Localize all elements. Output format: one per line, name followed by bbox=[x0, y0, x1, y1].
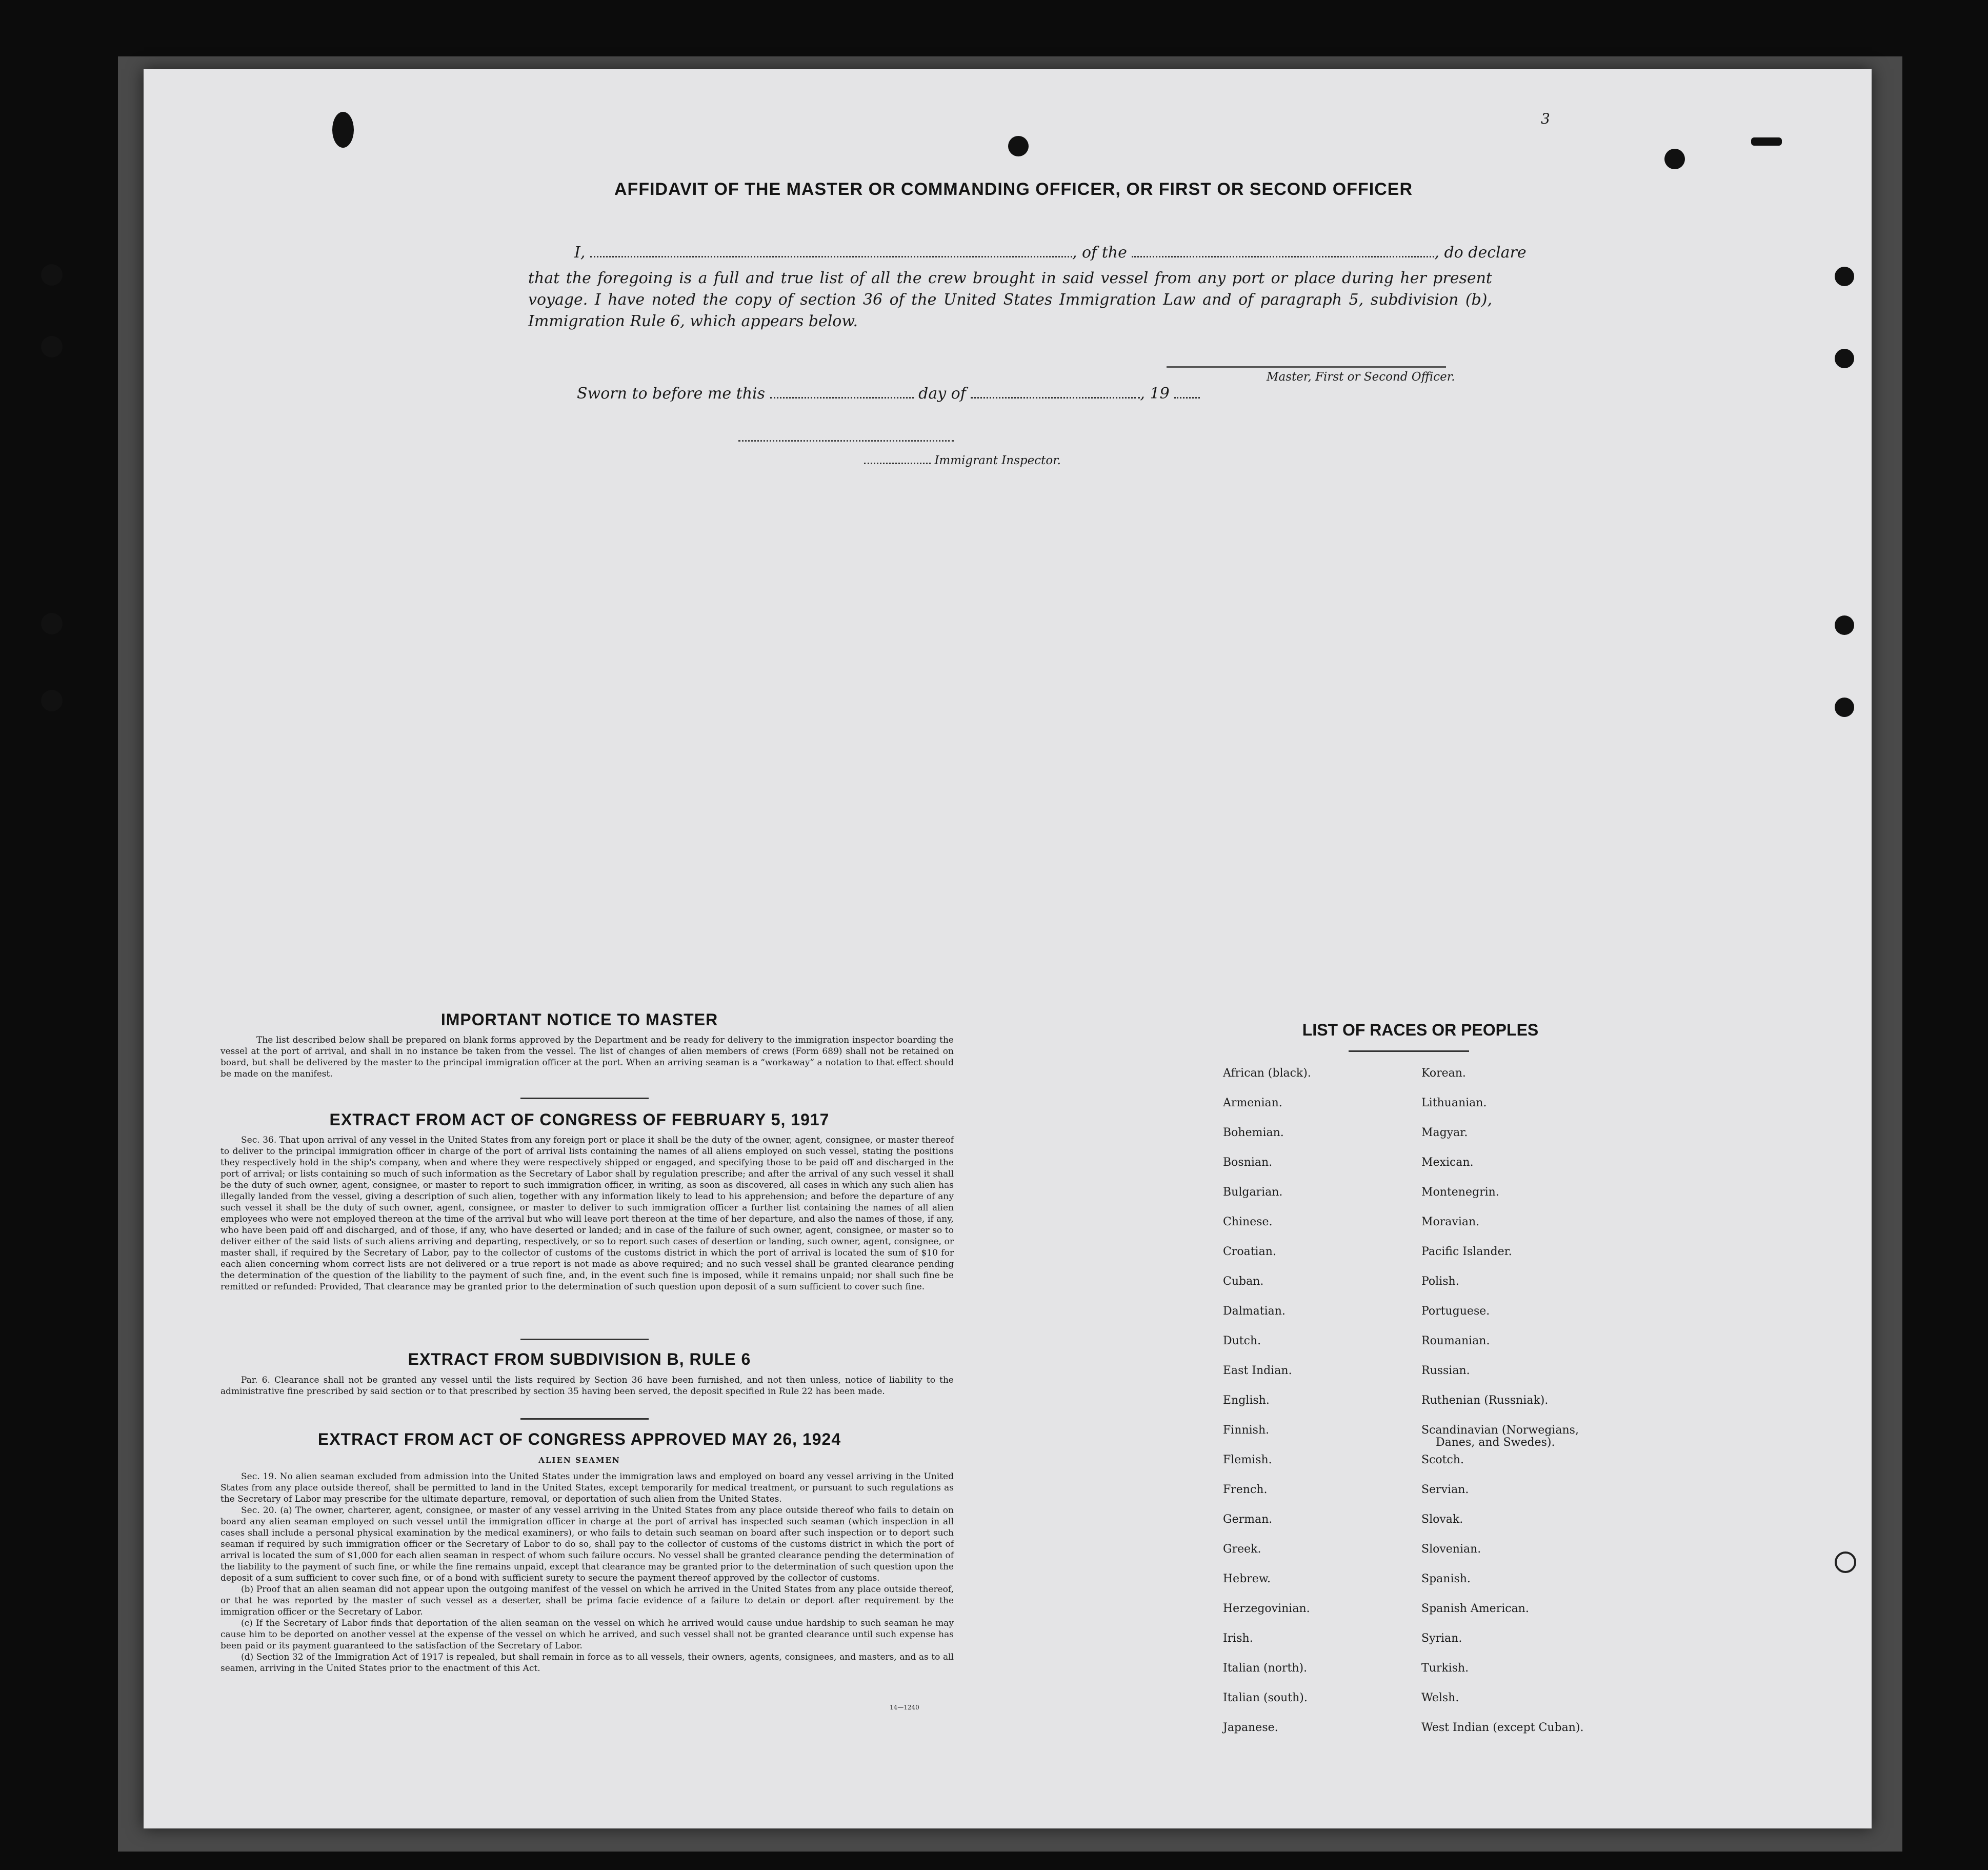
race-item: Portuguese. bbox=[1421, 1305, 1490, 1318]
race-item: Welsh. bbox=[1421, 1692, 1459, 1704]
inspector-dotted bbox=[864, 455, 931, 464]
master-signature-line[interactable] bbox=[1167, 366, 1446, 368]
vessel-name-field[interactable] bbox=[1132, 245, 1434, 257]
ink-mark bbox=[332, 112, 354, 148]
punch-hole bbox=[1835, 1551, 1856, 1573]
race-item: Bosnian. bbox=[1223, 1156, 1273, 1169]
of-the-label: , of the bbox=[1072, 244, 1127, 262]
race-item: Ruthenian (Russniak). bbox=[1421, 1394, 1549, 1407]
race-item: German. bbox=[1223, 1513, 1273, 1526]
divider-rule bbox=[520, 1339, 649, 1340]
race-item: Herzegovinian. bbox=[1223, 1602, 1310, 1615]
affidavit-paragraph: that the foregoing is a full and true list of all the crew brought in said vessel from any port or place during her present voyage. I have noted the copy of section 36 of the United States Immigration Law and of paragraph 5, subdivision (b), Immigration Rule 6, which appears below. bbox=[528, 269, 1492, 330]
punch-hole bbox=[41, 336, 63, 357]
races-title: LIST OF RACES OR PEOPLES bbox=[1302, 1021, 1539, 1039]
race-item: Polish. bbox=[1421, 1275, 1459, 1288]
inspector-label: Immigrant Inspector. bbox=[934, 454, 1061, 467]
race-item: Hebrew. bbox=[1223, 1573, 1271, 1585]
race-item: Greek. bbox=[1223, 1543, 1261, 1556]
declarant-name-field[interactable] bbox=[590, 245, 1072, 257]
punch-hole bbox=[1835, 349, 1854, 368]
race-item: Dalmatian. bbox=[1223, 1305, 1286, 1318]
race-item: Lithuanian. bbox=[1421, 1097, 1487, 1109]
race-item: Armenian. bbox=[1223, 1097, 1282, 1109]
race-item: Slovak. bbox=[1421, 1513, 1463, 1526]
race-item: Bohemian. bbox=[1223, 1126, 1284, 1139]
declaration-line bbox=[574, 244, 1527, 262]
race-item: Dutch. bbox=[1223, 1335, 1261, 1347]
race-item: Moravian. bbox=[1421, 1216, 1480, 1228]
race-item: Servian. bbox=[1421, 1483, 1469, 1496]
race-item: Spanish American. bbox=[1421, 1602, 1529, 1615]
race-item: Montenegrin. bbox=[1421, 1186, 1499, 1199]
race-item: Italian (north). bbox=[1223, 1662, 1308, 1675]
race-item: Turkish. bbox=[1421, 1662, 1469, 1675]
race-item: Scotch. bbox=[1421, 1454, 1464, 1466]
alien-seamen-subtitle: ALIEN SEAMEN bbox=[538, 1456, 620, 1465]
sworn-month-field[interactable] bbox=[971, 386, 1140, 399]
divider-rule bbox=[520, 1418, 649, 1420]
extract-1917-title: EXTRACT FROM ACT OF CONGRESS OF FEBRUARY 5, 1917 bbox=[329, 1110, 830, 1129]
sworn-line bbox=[577, 385, 1200, 403]
race-item: Bulgarian. bbox=[1223, 1186, 1283, 1199]
race-item: Mexican. bbox=[1421, 1156, 1474, 1169]
corner-number: 3 bbox=[1541, 110, 1550, 127]
race-item: English. bbox=[1223, 1394, 1270, 1407]
ink-mark bbox=[1751, 137, 1782, 146]
race-item: Cuban. bbox=[1223, 1275, 1264, 1288]
inspector-label-row bbox=[864, 454, 1061, 467]
race-item: Irish. bbox=[1223, 1632, 1253, 1645]
punch-hole bbox=[1835, 615, 1854, 635]
race-item: Russian. bbox=[1421, 1364, 1470, 1377]
race-item: East Indian. bbox=[1223, 1364, 1292, 1377]
punch-hole bbox=[1664, 149, 1685, 169]
race-item: French. bbox=[1223, 1483, 1268, 1496]
race-item: Roumanian. bbox=[1421, 1335, 1490, 1347]
punch-hole bbox=[1835, 698, 1854, 717]
subdivision-title: EXTRACT FROM SUBDIVISION B, RULE 6 bbox=[408, 1350, 751, 1368]
sec-20b: (b) Proof that an alien seaman did not appear upon the outgoing manifest of the vessel on which he arrived in the United States from any place outside thereof, or that he was reported by the master of such vessel as a deserter, shall be prima facie evidence of a failure to detain or deport after requirement by the immigration officer or the Secretary of Labor. bbox=[220, 1584, 954, 1617]
declarant-prefix: I, bbox=[574, 244, 586, 262]
divider-rule bbox=[520, 1098, 649, 1099]
sec-19: Sec. 19. No alien seaman excluded from admission into the United States under the immigration laws and employed on board any vessel arriving in the United States from any place outside thereof, shall be permitted to land in the United States, except temporarily for medical treatment, or pursuant to such regulations as the Secretary of Labor may prescribe for the ultimate departure, removal, or deportation of such alien from the United States. bbox=[220, 1471, 954, 1504]
sec-20d: (d) Section 32 of the Immigration Act of 1917 is repealed, but shall remain in force as to all vessels, their owners, agents, consignees, and masters, and as to all seamen, arriving in the United States prior to the enactment of this Act. bbox=[220, 1652, 954, 1674]
sworn-day-label: day of bbox=[918, 385, 966, 403]
race-item: Slovenian. bbox=[1421, 1543, 1481, 1556]
race-item: West Indian (except Cuban). bbox=[1421, 1721, 1584, 1734]
subdivision-body: Par. 6. Clearance shall not be granted any vessel until the lists required by Section 36 have been furnished, and not then unless, notice of liability to the administrative fine prescribed by said section or to that prescribed by section 35 having been served, the deposit specified in Rule 22 has been made. bbox=[220, 1375, 954, 1397]
punch-hole bbox=[41, 264, 63, 286]
race-item: Korean. bbox=[1421, 1067, 1466, 1080]
punch-hole bbox=[1835, 267, 1854, 286]
punch-hole bbox=[41, 613, 63, 634]
race-item: Syrian. bbox=[1421, 1632, 1462, 1645]
race-item: Pacific Islander. bbox=[1421, 1245, 1512, 1258]
race-item: Danes, and Swedes). bbox=[1436, 1436, 1555, 1449]
race-item: Croatian. bbox=[1223, 1245, 1276, 1258]
form-number: 14—1240 bbox=[890, 1704, 919, 1711]
divider-rule bbox=[1349, 1050, 1469, 1052]
sworn-year-field[interactable] bbox=[1174, 386, 1200, 399]
sec-20a: Sec. 20. (a) The owner, charterer, agent, consignee, or master of any vessel arriving in the United States from any place outside thereof who fails to detain on board any alien seaman employed on such vessel until the immigration officer in charge at the port of arrival has inspected such seaman (which inspection in all cases shall include a personal physical examination by the medical examiners), or who fails to detain such seaman on board after such inspection or to deport such seaman if required by such immigration officer or the Secretary of Labor to do so, shall pay to the collector of customs of the customs district in which the port of arrival is located the sum of $1,000 for each alien seaman in respect of whom such failure occurs. No vessel shall be granted clearance pending the determination of the liability to the payment of such fine, or while the fine remains unpaid, except that clearance may be granted prior to the determination of such question upon the deposit of a sum sufficient to cover such fine, or of a bond with sufficient surety to secure the payment thereof approved by the collector of customs. bbox=[220, 1505, 954, 1583]
inspector-signature-line[interactable] bbox=[738, 440, 954, 442]
notice-body: The list described below shall be prepared on blank forms approved by the Department and be ready for delivery to the immigration inspector boarding the vessel at the port of arrival, and shall in no instance be taken from the vessel. The list of changes of alien members of crews (Form 689) shall not be retained on board, but shall be delivered by the master to the principal immigration officer at the port. When an arriving seaman is a “workaway” a notation to that effect should be made on the manifest. bbox=[220, 1035, 954, 1079]
race-item: African (black). bbox=[1223, 1067, 1311, 1080]
extract-1924-body bbox=[220, 1471, 954, 1674]
sworn-year-label: , 19 bbox=[1140, 385, 1170, 403]
master-signature-label: Master, First or Second Officer. bbox=[1267, 370, 1455, 384]
race-item: Italian (south). bbox=[1223, 1692, 1308, 1704]
race-item: Finnish. bbox=[1223, 1424, 1270, 1437]
race-item: Magyar. bbox=[1421, 1126, 1468, 1139]
race-item: Flemish. bbox=[1223, 1454, 1272, 1466]
race-item: Scandinavian (Norwegians, bbox=[1421, 1424, 1579, 1437]
punch-hole bbox=[1008, 136, 1029, 156]
sworn-prefix: Sworn to before me this bbox=[577, 385, 766, 403]
race-item: Japanese. bbox=[1223, 1721, 1278, 1734]
do-declare-label: , do declare bbox=[1434, 244, 1527, 262]
sworn-day-field[interactable] bbox=[770, 386, 914, 399]
notice-title: IMPORTANT NOTICE TO MASTER bbox=[440, 1010, 718, 1029]
extract-1917-body: Sec. 36. That upon arrival of any vessel in the United States from any foreign port or place it shall be the duty of the owner, agent, consignee, or master thereof to deliver to the principal immigration officer in charge of the port of arrival lists containing the names of all aliens employed on such vessel, stating the positions they respectively hold in the ship's company, when and where they were respectively shipped or engaged, and specifying those to be paid off and discharged in the port of arrival; or lists containing so much of such information as the Secretary of Labor shall by regulation prescribe; and after the arrival of any such vessel it shall be the duty of such owner, agent, consignee, or master to report to such immigration officer, in writing, as soon as discovered, all cases in which any such alien has illegally landed from the vessel, giving a description of such alien, together with any information likely to lead to his apprehension; and before the departure of any such vessel it shall be the duty of such owner, agent, consignee, or master to deliver to such immigration officer a further list containing the names of all alien employees who were not employed thereon at the time of the arrival but who will leave port thereon at the time of her departure, and also the names of those, if any, who have been paid off and discharged, and of those, if any, who have deserted or landed; and in case of the failure of such owner, agent, consignee, or master so to deliver either of the said lists of such aliens arriving and departing, respectively, or so to report such cases of desertion or landing, such owner, agent, consignee, or master shall, if required by the Secretary of Labor, pay to the collector of customs of the customs district in which the port of arrival is located the sum of $10 for each alien concerning whom correct lists are not delivered or a true report is not made as above required; and no such vessel shall be granted clearance pending the determination of the question of the liability to the payment of such fine, and, in the event such fine is imposed, while it remains unpaid; nor shall such fine be remitted or refunded: Provided, That clearance may be granted prior to the determination of such question upon deposit of a sum sufficient to cover such fine. bbox=[220, 1135, 954, 1292]
extract-1924-title: EXTRACT FROM ACT OF CONGRESS APPROVED MAY 26, 1924 bbox=[317, 1430, 841, 1448]
race-item: Chinese. bbox=[1223, 1216, 1273, 1228]
sec-20c: (c) If the Secretary of Labor finds that deportation of the alien seaman on the vessel on which he arrived would cause undue hardship to such seaman he may cause him to be deported on another vessel at the expense of the vessel on which he arrived, and such vessel shall not be granted clearance until such expense has been paid or its payment guaranteed to the satisfaction of the Secretary of Labor. bbox=[220, 1618, 954, 1651]
affidavit-title: AFFIDAVIT OF THE MASTER OR COMMANDING OFFICER, OR FIRST OR SECOND OFFICER bbox=[614, 180, 1413, 199]
punch-hole bbox=[41, 690, 63, 711]
race-item: Spanish. bbox=[1421, 1573, 1471, 1585]
